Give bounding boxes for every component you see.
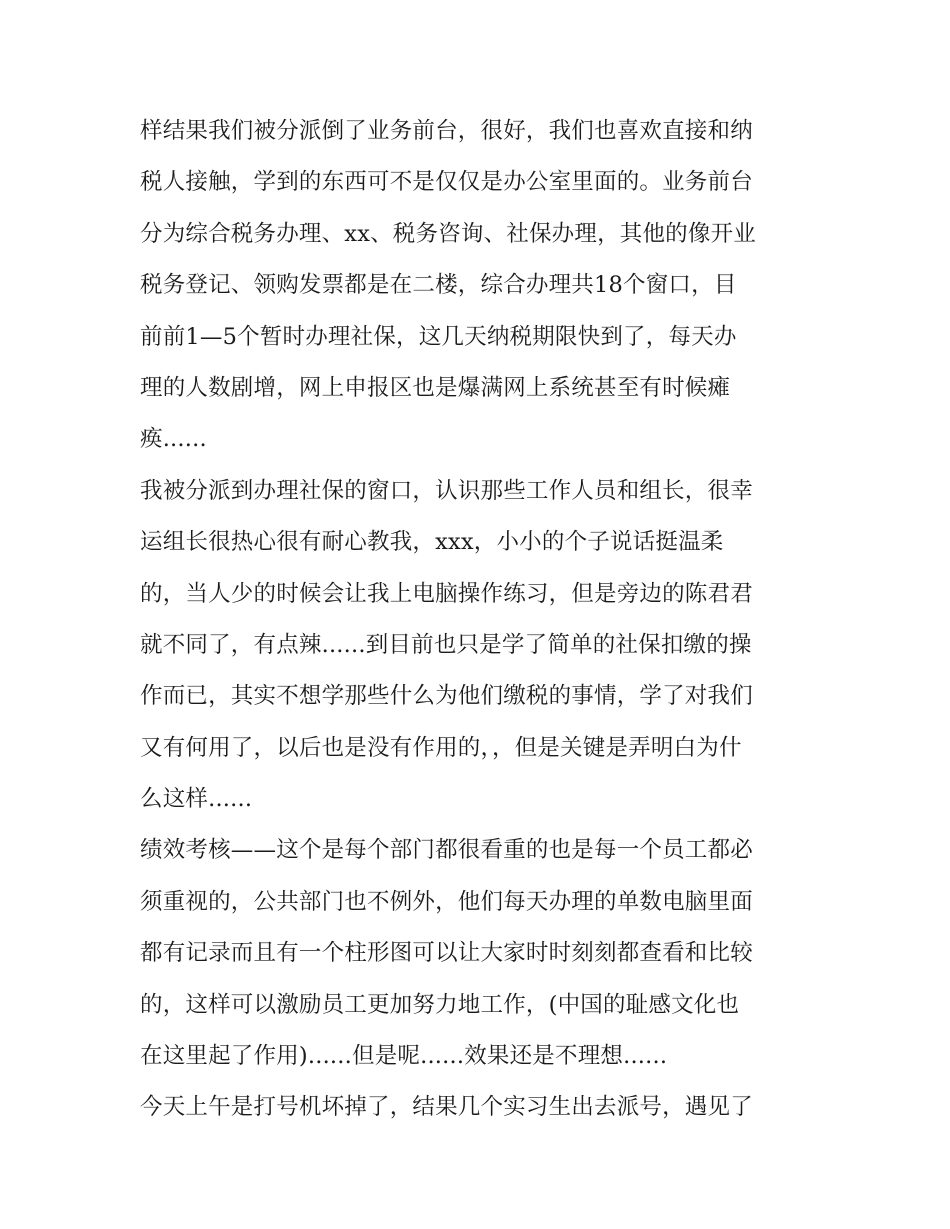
text-line: 就不同了，有点辣......到目前也只是学了简单的社保扣缴的操 [140, 631, 752, 658]
text-line: 税人接触，学到的东西可不是仅仅是办公室里面的。业务前台 [140, 169, 753, 196]
text-line: 痪...... [140, 426, 207, 453]
text-line: 须重视的，公共部门也不例外，他们每天办理的单数电脑里面 [140, 888, 753, 915]
text-line: 都有记录而且有一个柱形图可以让大家时时刻刻都查看和比较 [140, 940, 753, 967]
text-line: 理的人数剧增，网上申报区也是爆满网上系统甚至有时候瘫 [140, 374, 731, 401]
text-line: 在这里起了作用)......但是呢......效果还是不理想...... [140, 1043, 668, 1070]
text-line: 样结果我们被分派倒了业务前台，很好，我们也喜欢直接和纳 [140, 118, 753, 144]
text-line: 么这样...... [140, 786, 253, 813]
text-line: 运组长很热心很有耐心教我，xxx，小小的个子说话挺温柔 [140, 529, 724, 556]
body-text [140, 106, 820, 1134]
text-line: 的，这样可以激励员工更加努力地工作，(中国的耻感文化也 [140, 991, 740, 1018]
text-line: 作而已，其实不想学那些什么为他们缴税的事情，学了对我们 [140, 683, 753, 710]
text-line: 前前1—5个暂时办理社保，这几天纳税期限快到了，每天办 [140, 323, 737, 350]
text-line: 的，当人少的时候会让我上电脑操作练习，但是旁边的陈君君 [140, 580, 753, 607]
text-line: 绩效考核——这个是每个部门都很看重的也是每一个员工都必 [140, 837, 753, 864]
text-line: 我被分派到办理社保的窗口，认识那些工作人员和组长，很幸 [140, 477, 753, 504]
text-line: 今天上午是打号机坏掉了，结果几个实习生出去派号，遇见了 [140, 1094, 753, 1121]
text-line: 税务登记、领购发票都是在二楼，综合办理共18个窗口，目 [140, 272, 737, 299]
text-line: 又有何用了，以后也是没有作用的，，但是关键是弄明白为什 [140, 734, 742, 761]
text-line: 分为综合税务办理、xx、税务咨询、社保办理，其他的像开业 [140, 220, 756, 247]
